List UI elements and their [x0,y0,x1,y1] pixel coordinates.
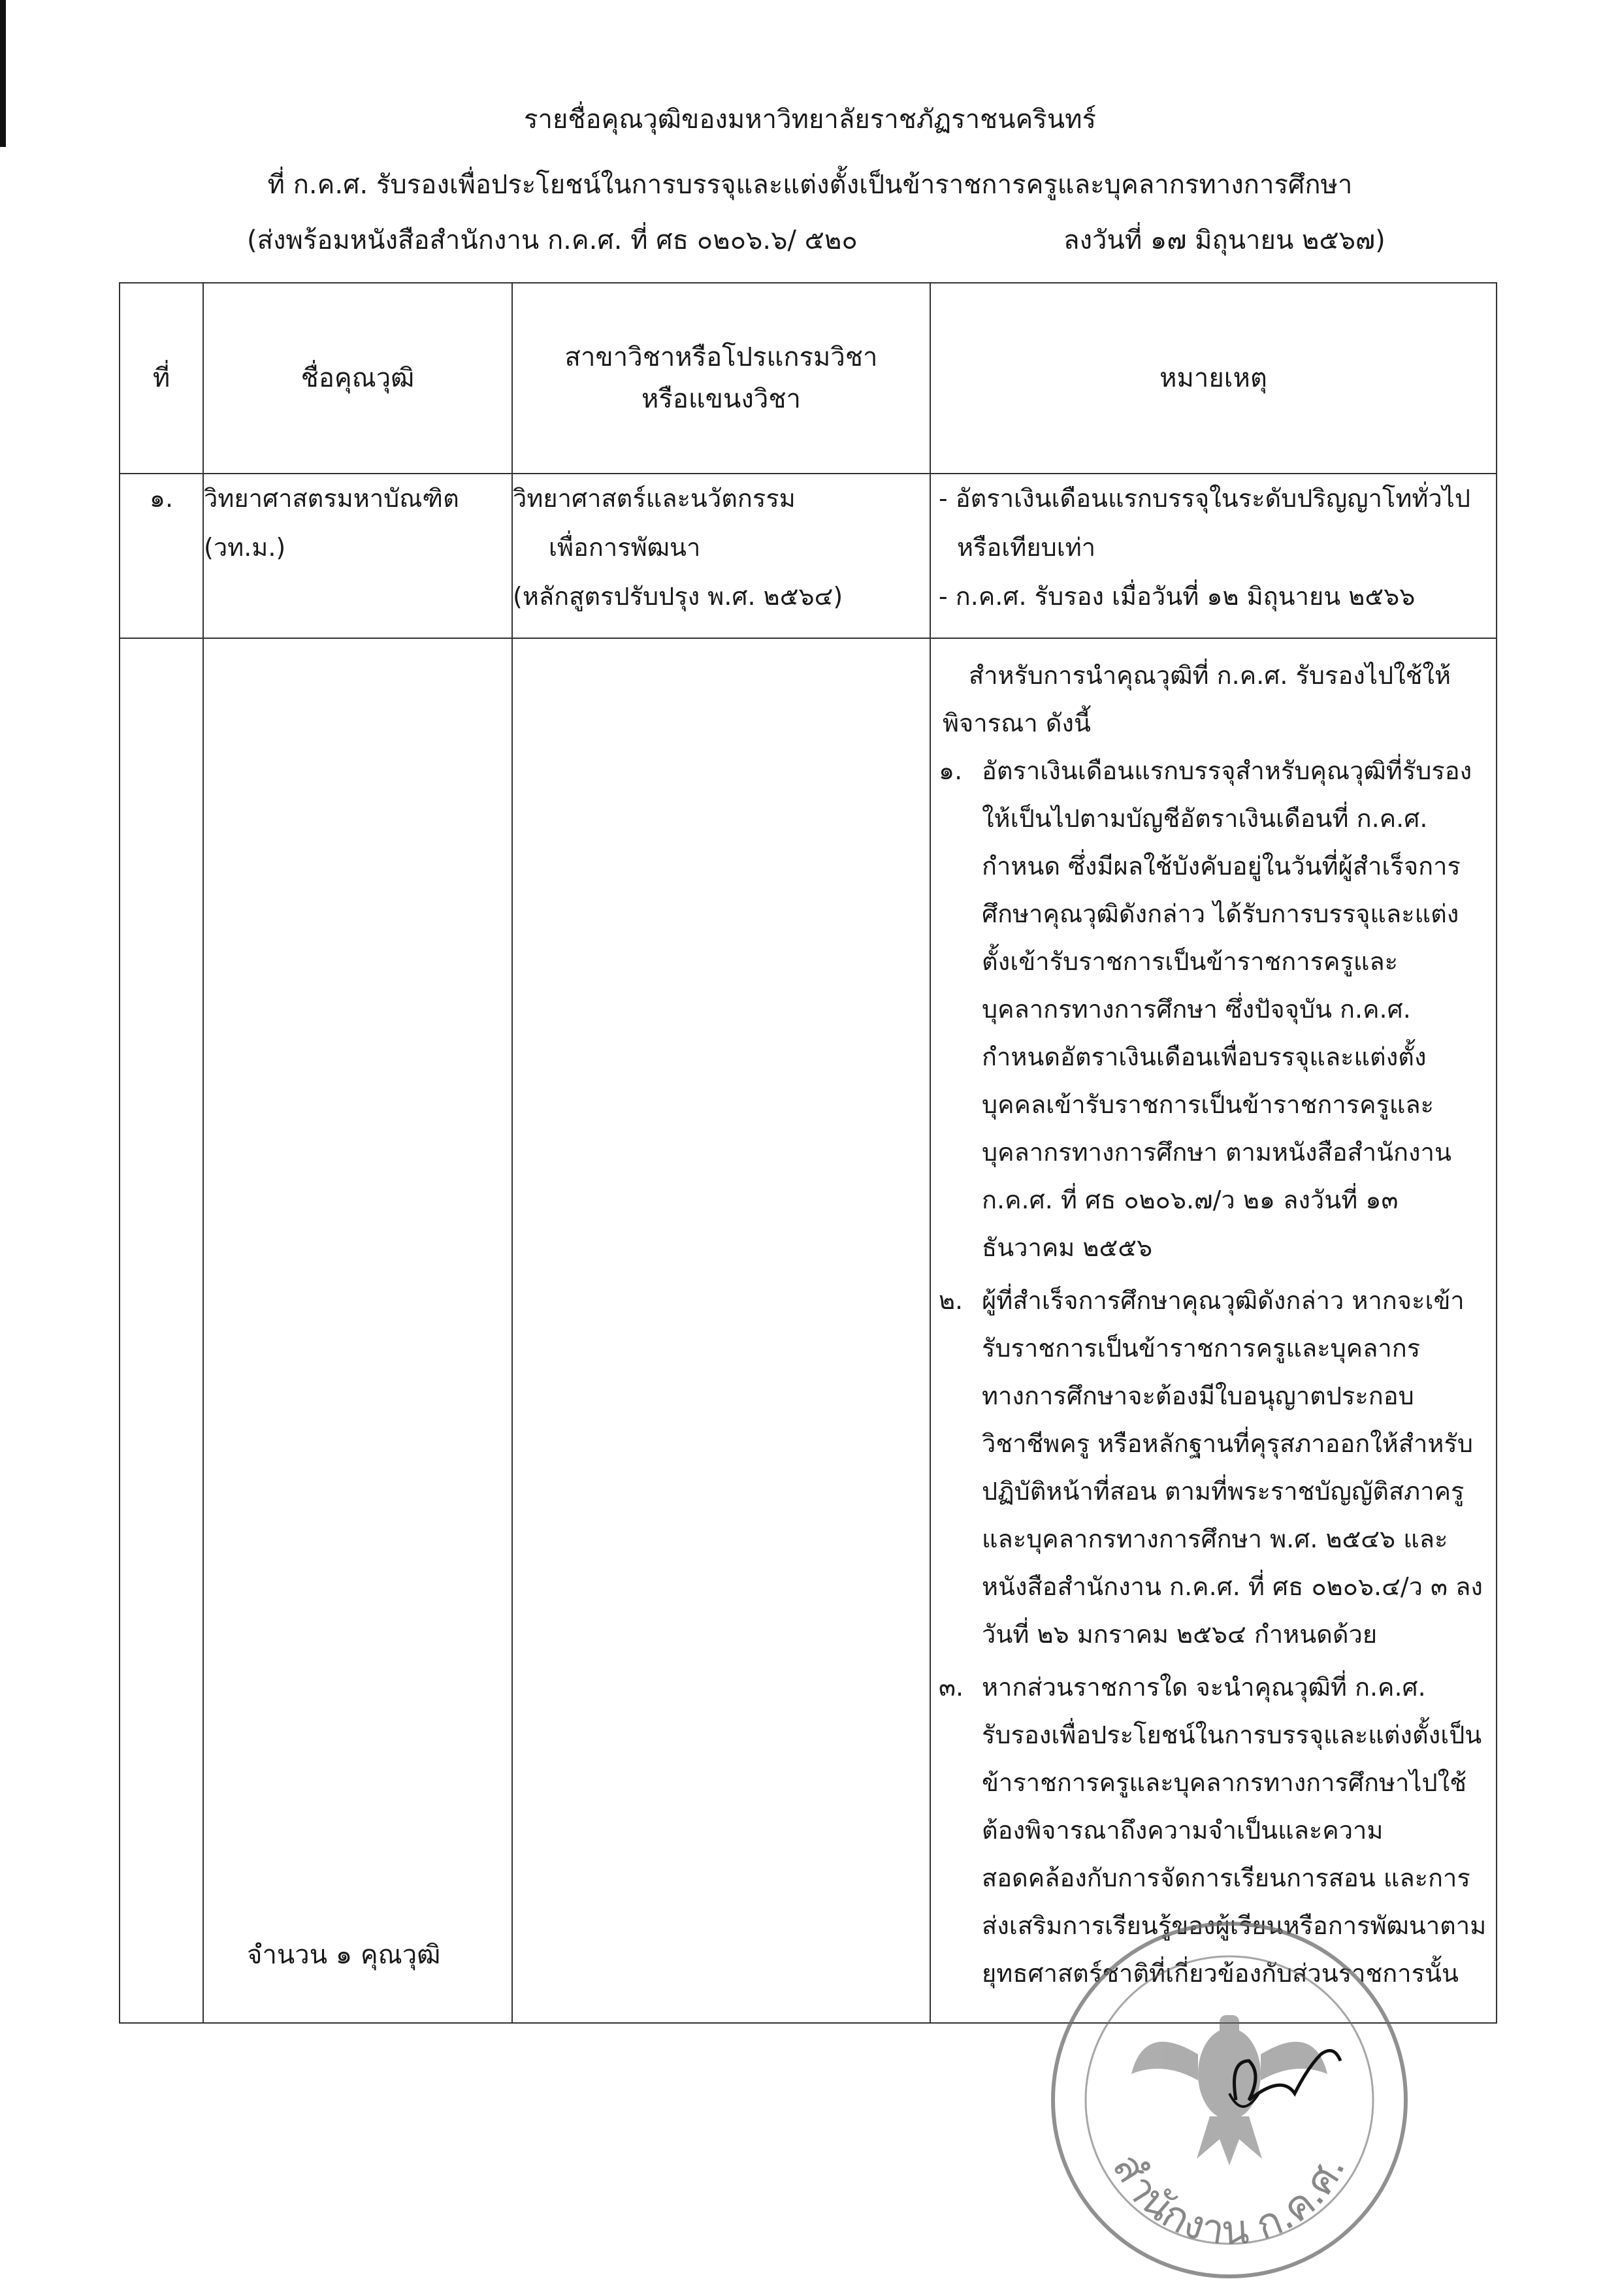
note-item-2 [931,1277,1496,1658]
seal-text: สำนักงาน ก.ค.ศ. [1103,2145,1355,2254]
total-count: จำนวน ๑ คุณวุฒิ [247,1940,441,1970]
qualification-table [119,282,1497,2024]
notes-cell [930,638,1497,2023]
document-reference [247,219,1385,261]
column-header-degree: ชื่อคุณวุฒิ [203,283,512,474]
table-row [120,474,1497,638]
remark-certified-date: - ก.ค.ศ. รับรอง เมื่อวันที่ ๑๒ มิถุนายน ๒๕๖๖ [939,582,1416,611]
remark-cell [930,474,1497,638]
notes-intro: สำหรับการนำคุณวุฒิที่ ก.ค.ศ. รับรองไปใช้ให้พิจารณา ดังนี้ [943,661,1451,737]
note-number: ๑. [939,756,963,785]
document-title: รายชื่อคุณวุฒิของมหาวิทยาลัยราชภัฏราชนครินทร์ [524,105,1096,135]
empty-cell [512,638,930,2023]
table-notes-row [120,638,1497,2023]
column-header-major-text: สาขาวิชาหรือโปรแกรมวิชา หรือแขนงวิชา [564,342,878,414]
major-curriculum-year: (หลักสูตรปรับปรุง พ.ศ. ๒๕๖๔) [513,582,843,611]
note-number: ๒. [939,1286,964,1315]
major-name-line1: วิทยาศาสตร์และนวัตกรรม [513,484,796,513]
degree-name-line2: (วท.ม.) [204,533,286,562]
column-header-number: ที่ [120,283,203,474]
major-name [512,474,930,638]
note-text: อัตราเงินเดือนแรกบรรจุสำหรับคุณวุฒิที่รับรองให้เป็นไปตามบัญชีอัตราเงินเดือนที่ ก.ค.ศ. กำหนด ซึ่งมีผลใช้บังคับอยู่ในวันที่ผู้สำเร็จการศึกษาคุณวุฒิดังกล่าว ได้รับการบรรจุและแต่งตั้งเข้ารับราชการเป็นข้าราชการครูและบุคลากรทางการศึกษา ซึ่งปัจจุบัน ก.ค.ศ. กำหนดอัตราเงินเดือนเพื่อบรรจุและแต่งตั้งบุคคลเข้ารับราชการเป็นข้าราชการครูและบุคลากรทางการศึกษา ตามหนังสือสำนักงาน ก.ค.ศ. ที่ ศธ ๐๒๐๖.๗/ว ๒๑ ลงวันที่ ๑๓ ธันวาคม ๒๕๕๖ [982,756,1472,1262]
note-text: หากส่วนราชการใด จะนำคุณวุฒิที่ ก.ค.ศ. รับรองเพื่อประโยชน์ในการบรรจุและแต่งตั้งเป็นข้าราชการครูและบุคลากรทางการศึกษาไปใช้ ต้องพิจารณาถึงความจำเป็นและความสอดคล้องกับการจัดการเรียนการสอน และการส่งเสริมการเรียนรู้ของผู้เรียนหรือการพัฒนาตามยุทธศาสตร์ชาติที่เกี่ยวข้องกับส่วนราชการนั้น [982,1673,1487,1988]
column-header-major [512,283,930,474]
note-text: ผู้ที่สำเร็จการศึกษาคุณวุฒิดังกล่าว หากจะเข้ารับราชการเป็นข้าราชการครูและบุคลากรทางการศึกษาจะต้องมีใบอนุญาตประกอบวิชาชีพครู หรือหลักฐานที่คุรุสภาออกให้สำหรับปฏิบัติหน้าที่สอน ตามที่พระราชบัญญัติสภาครูและบุคลากรทางการศึกษา พ.ศ. ๒๕๔๖ และหนังสือสำนักงาน ก.ค.ศ. ที่ ศธ ๐๒๐๖.๔/ว ๓ ลงวันที่ ๒๖ มกราคม ๒๕๖๔ กำหนดด้วย [982,1286,1483,1649]
row-number: ๑. [120,474,203,638]
degree-name [203,474,512,638]
note-item-1 [931,747,1496,1272]
note-number: ๓. [939,1673,964,1702]
major-name-line2: เพื่อการพัฒนา [549,533,701,562]
reference-number: (ส่งพร้อมหนังสือสำนักงาน ก.ค.ศ. ที่ ศธ ๐๒๐๖.๖/ ๕๒๐ [247,225,858,255]
document-subtitle: ที่ ก.ค.ศ. รับรองเพื่อประโยชน์ในการบรรจุและแต่งตั้งเป็นข้าราชการครูและบุคลากรทางการศึกษา [267,170,1353,200]
table-header-row [120,283,1497,474]
degree-name-line1: วิทยาศาสตรมหาบัณฑิต [204,484,459,513]
office-seal-stamp [1033,1904,1425,2296]
empty-cell [120,638,203,2023]
column-header-remark: หมายเหตุ [930,283,1497,474]
reference-date: ลงวันที่ ๑๗ มิถุนายน ๒๕๖๗) [1063,225,1385,255]
remark-salary: - อัตราเงินเดือนแรกบรรจุในระดับปริญญาโททั่วไป หรือเทียบเท่า [939,484,1470,562]
empty-cell [203,638,512,2023]
